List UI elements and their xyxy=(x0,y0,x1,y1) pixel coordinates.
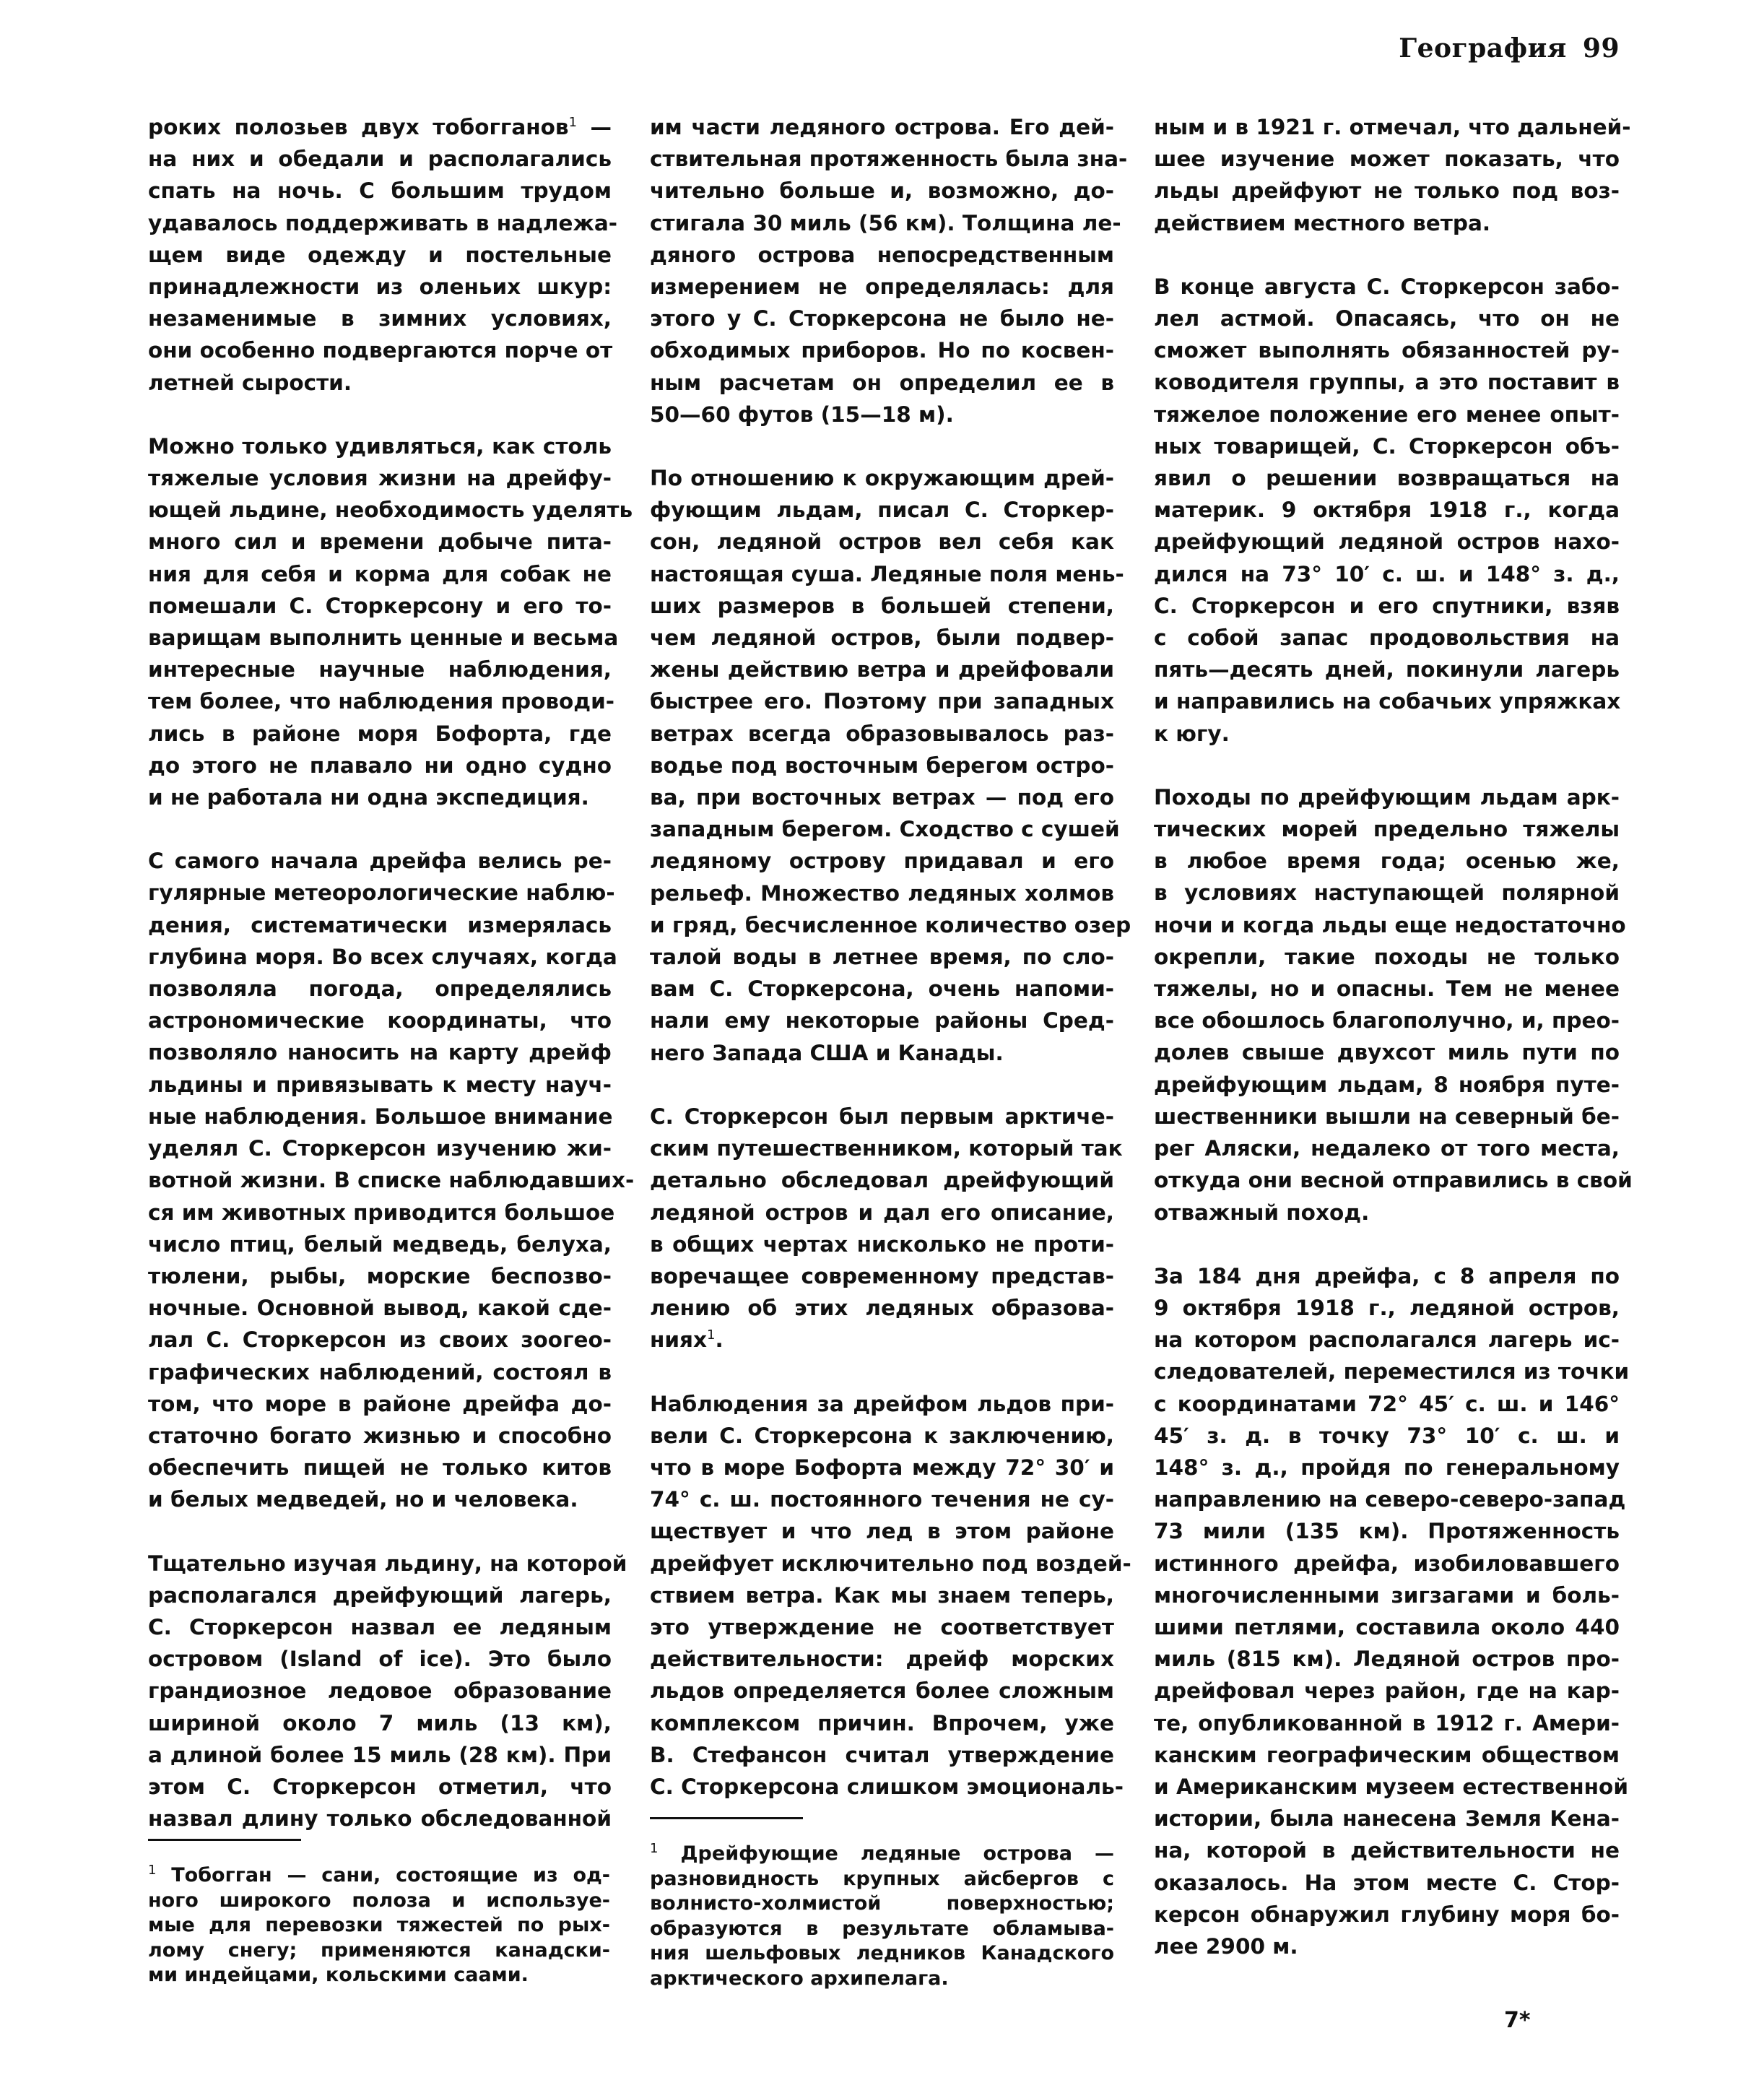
text-line: жены действию ветра и дрейфовали xyxy=(650,657,1114,682)
text-line: льды дрейфуют не только под воз- xyxy=(1154,178,1620,204)
text-line: ным расчетам он определил ее в xyxy=(650,370,1114,395)
text-line: а длиной более 15 миль (28 км). При xyxy=(148,1742,612,1767)
text-line: арктического архипелага. xyxy=(650,1967,949,1990)
text-line: позволяла погода, определялись xyxy=(148,976,612,1002)
text-line: В конце августа С. Сторкерсон забо- xyxy=(1154,274,1620,299)
footnote-rule-1 xyxy=(148,1839,301,1841)
text-line: ных товарищей, С. Сторкерсон объ- xyxy=(1154,433,1620,459)
text-line: назвал длину только обследованной xyxy=(148,1806,612,1832)
text-line: дрейфует исключительно под воздей- xyxy=(650,1551,1131,1576)
text-line: ва, при восточных ветрах — под его xyxy=(650,785,1114,810)
paragraph xyxy=(148,111,618,399)
text-line: с собой запас продовольствия на xyxy=(1154,625,1620,651)
text-line: Тщательно изучая льдину, на которой xyxy=(148,1551,627,1576)
column-1 xyxy=(148,111,635,1866)
text-line: ледяной остров и дал его описание, xyxy=(650,1200,1114,1225)
text-line: варищам выполнить ценные и весьма xyxy=(148,625,619,651)
text-line: многочисленными зигзагами и боль- xyxy=(1154,1582,1620,1608)
text-line: с координатами 72° 45′ с. ш. и 146° xyxy=(1154,1391,1620,1416)
text-line: Наблюдения за дрейфом льдов при- xyxy=(650,1391,1114,1416)
text-line: на них и обедали и располагались xyxy=(148,147,612,172)
text-line: графических наблюдений, состоял в xyxy=(148,1359,612,1384)
text-line: тем более, что наблюдения проводи- xyxy=(148,689,615,714)
text-line: дения, систематически измерялась xyxy=(148,912,612,937)
text-line: лись в районе моря Бофорта, где xyxy=(148,721,612,746)
text-line: обходимых приборов. Но по косвен- xyxy=(650,338,1114,363)
paragraph xyxy=(148,430,633,813)
text-line: льдов определяется более сложным xyxy=(650,1678,1114,1704)
text-line: летней сырости. xyxy=(148,370,352,395)
text-line: ветрах всегда образовывалось раз- xyxy=(650,721,1114,746)
text-line: детально обследовал дрейфующий xyxy=(650,1168,1114,1193)
text-line: вели С. Сторкерсона к заключению, xyxy=(650,1423,1114,1448)
text-line: ским путешественником, который так xyxy=(650,1136,1123,1161)
text-line: ководителя группы, а это поставит в xyxy=(1154,370,1620,395)
text-line: долев свыше двухсот миль пути по xyxy=(1154,1040,1620,1065)
text-line: С. Сторкерсона слишком эмоциональ- xyxy=(650,1774,1124,1799)
text-line: истории, была нанесена Земля Кена- xyxy=(1154,1806,1620,1832)
text-line: разновидность крупных айсбергов с xyxy=(650,1867,1114,1890)
text-line: принадлежности из оленьих шкур: xyxy=(148,274,612,300)
text-line: ным и в 1921 г. отмечал, что дальней- xyxy=(1154,115,1631,139)
text-line: измерением не определялась: для xyxy=(650,274,1114,300)
paragraph xyxy=(1154,271,1620,750)
text-line: действительности: дрейф морских xyxy=(650,1647,1114,1672)
text-line: шее изучение может показать, что xyxy=(1154,147,1620,172)
text-line: Можно только удивляться, как столь xyxy=(148,433,612,459)
text-line: канским географическим обществом xyxy=(1154,1742,1620,1767)
text-line: 148° з. д., пройдя по генеральному xyxy=(1154,1455,1620,1480)
text-line: астрономические координаты, что xyxy=(148,1008,612,1034)
text-line: направлению на северо-северо-запад xyxy=(1154,1487,1626,1512)
text-line: роких полозьев двух тобогганов$^1$ — xyxy=(148,115,612,139)
text-line: удавалось поддерживать в надлежа- xyxy=(148,210,618,235)
text-line: В. Стефансон считал утверждение xyxy=(650,1742,1114,1767)
text-line: ные наблюдения. Большое внимание xyxy=(148,1104,613,1129)
text-line: лению об этих ледяных образова- xyxy=(650,1296,1114,1321)
text-line: спать на ночь. С большим трудом xyxy=(148,178,612,204)
text-line: ющей льдине, необходимость уделять xyxy=(148,498,633,523)
footnote-marker: 1 xyxy=(148,1863,157,1878)
text-line: керсон обнаружил глубину моря бо- xyxy=(1154,1902,1620,1927)
text-line: чительно больше и, возможно, до- xyxy=(650,178,1114,204)
text-line: в общих чертах нисколько не проти- xyxy=(650,1231,1114,1257)
text-line: материк. 9 октября 1918 г., когда xyxy=(1154,498,1620,523)
section-title: География xyxy=(1399,33,1567,64)
text-line: ледяному острову придавал и его xyxy=(650,849,1114,874)
text-line: и гряд, бесчисленное количество озер xyxy=(650,912,1131,937)
text-line: и Американским музеем естественной xyxy=(1154,1774,1628,1799)
text-line: фующим льдам, писал С. Сторкер- xyxy=(650,498,1114,523)
text-line: шириной около 7 миль (13 км), xyxy=(148,1710,612,1736)
text-line: до этого не плавало ни одно судно xyxy=(148,753,612,778)
text-line: что в море Бофорта между 72° 30′ и xyxy=(650,1455,1114,1480)
text-line: шественники вышли на северный бе- xyxy=(1154,1104,1620,1129)
text-line: нали ему некоторые районы Сред- xyxy=(650,1008,1114,1034)
text-line: ществует и что лед в этом районе xyxy=(650,1519,1114,1544)
text-line: глубина моря. Во всех случаях, когда xyxy=(148,944,617,969)
text-line: вотной жизни. В списке наблюдавших- xyxy=(148,1168,635,1193)
text-line: быстрее его. Поэтому при западных xyxy=(650,689,1114,714)
text-line: дяного острова непосредственным xyxy=(650,242,1114,267)
text-line: явил о решении возвращаться на xyxy=(1154,466,1620,491)
paragraph xyxy=(650,462,1131,1069)
text-line: лому снегу; применяются канадски- xyxy=(148,1938,610,1962)
text-line: в любое время года; осенью же, xyxy=(1154,849,1620,874)
text-line: тических морей предельно тяжелы xyxy=(1154,817,1620,842)
paragraph xyxy=(650,1388,1131,1803)
text-line: лел астмой. Опасаясь, что он не xyxy=(1154,306,1620,332)
text-line: этого у С. Сторкерсона не было не- xyxy=(650,306,1114,332)
text-line: число птиц, белый медведь, белуха, xyxy=(148,1231,612,1257)
text-line: 50—60 футов (15—18 м). xyxy=(650,402,954,427)
text-line: $^1$ Дрейфующие ледяные острова — xyxy=(650,1841,1114,1865)
text-line: окрепли, такие походы не только xyxy=(1154,944,1620,969)
text-line: им части ледяного острова. Его дей- xyxy=(650,115,1114,139)
text-line: дрейфовал через район, где на кар- xyxy=(1154,1678,1620,1704)
text-line: ших размеров в большей степени, xyxy=(650,593,1114,618)
text-line: ночные. Основной вывод, какой сде- xyxy=(148,1296,612,1321)
text-line: все обошлось благополучно, и, прео- xyxy=(1154,1008,1620,1034)
paragraph xyxy=(148,845,635,1515)
text-line: ного широкого полоза и используе- xyxy=(148,1889,610,1912)
text-line: дрейфующим льдам, 8 ноября путе- xyxy=(1154,1072,1620,1097)
text-line: тяжелые условия жизни на дрейфу- xyxy=(148,466,612,491)
text-line: чем ледяной остров, были подвер- xyxy=(650,625,1114,651)
text-line: позволяло наносить на карту дрейф xyxy=(148,1040,612,1065)
text-line: тюлени, рыбы, морские беспозво- xyxy=(148,1263,612,1288)
text-line: интересные научные наблюдения, xyxy=(148,657,612,682)
text-line: обеспечить пищей не только китов xyxy=(148,1455,612,1481)
text-line: оказалось. На этом месте С. Стор- xyxy=(1154,1870,1620,1895)
paragraph xyxy=(148,1548,627,1835)
column-3 xyxy=(1154,111,1633,1994)
text-line: За 184 дня дрейфа, с 8 апреля по xyxy=(1154,1263,1620,1288)
text-line: много сил и времени добыче пита- xyxy=(148,529,612,555)
text-line: По отношению к окружающим дрей- xyxy=(650,466,1114,491)
text-line: незаменимые в зимних условиях, xyxy=(148,306,612,332)
text-line: пять—десять дней, покинули лагерь xyxy=(1154,657,1620,682)
footnote-rule-2 xyxy=(650,1817,803,1819)
text-line: Походы по дрейфующим льдам арк- xyxy=(1154,784,1620,810)
text-line: располагался дрейфующий лагерь, xyxy=(148,1582,612,1608)
text-line: этом С. Сторкерсон отметил, что xyxy=(148,1774,612,1799)
text-line: ния шельфовых ледников Канадского xyxy=(650,1942,1114,1964)
text-line: ствительная протяженность была зна- xyxy=(650,147,1128,172)
text-line: лее 2900 м. xyxy=(1154,1933,1298,1959)
text-line: помешали С. Сторкерсону и его то- xyxy=(148,593,612,618)
text-line: западным берегом. Сходство с сушей xyxy=(650,817,1120,842)
text-line: вам С. Сторкерсона, очень напоми- xyxy=(650,976,1114,1002)
text-line: С. Сторкерсон назвал ее ледяным xyxy=(148,1614,612,1639)
text-line: него Запада США и Канады. xyxy=(650,1040,1004,1065)
paragraph xyxy=(1154,781,1633,1228)
text-line: волнисто-холмистой поверхностью; xyxy=(650,1892,1114,1915)
footnote-marker: 1 xyxy=(568,115,578,131)
text-line: 74° с. ш. постоянного течения не су- xyxy=(650,1487,1114,1512)
text-line: и не работала ни одна экспедиция. xyxy=(148,785,589,810)
text-line: на, которой в действительности не xyxy=(1154,1838,1620,1863)
text-line: тяжелы, но и опасны. Тем не менее xyxy=(1154,976,1620,1002)
running-head xyxy=(1399,33,1620,64)
footnote-1 xyxy=(148,1863,610,1988)
text-line: уделял С. Сторкерсон изучению жи- xyxy=(148,1136,612,1161)
footnote-marker: 1 xyxy=(707,1327,716,1343)
text-line: ния для себя и корма для собак не xyxy=(148,561,612,586)
text-line: 9 октября 1918 г., ледяной остров, xyxy=(1154,1295,1620,1320)
text-line: те, опубликованной в 1912 г. Амери- xyxy=(1154,1710,1620,1736)
text-line: шими петлями, составила около 440 xyxy=(1154,1614,1620,1639)
text-line: и направились на собачьих упряжках xyxy=(1154,689,1621,714)
text-line: дился на 73° 10′ с. ш. и 148° з. д., xyxy=(1154,561,1620,586)
text-line: рег Аляски, недалеко от того места, xyxy=(1154,1136,1620,1161)
text-line: мые для перевозки тяжестей по рых- xyxy=(148,1914,610,1936)
text-line: талой воды в летнее время, по сло- xyxy=(650,945,1114,970)
text-line: комплексом причин. Впрочем, уже xyxy=(650,1710,1114,1736)
text-line: в условиях наступающей полярной xyxy=(1154,880,1620,906)
text-line: действием местного ветра. xyxy=(1154,210,1491,235)
text-line: 45′ з. д. в точку 73° 10′ с. ш. и xyxy=(1154,1423,1620,1448)
text-line: ся им животных приводится большое xyxy=(148,1200,615,1225)
paragraph xyxy=(650,1101,1123,1356)
text-line: островом (Island of ice). Это было xyxy=(148,1647,612,1672)
text-line: это утверждение не соответствует xyxy=(650,1614,1114,1639)
text-line: $^1$ Тобогган — сани, состоящие из од- xyxy=(148,1863,610,1886)
text-line: водье под восточным берегом остро- xyxy=(650,753,1114,778)
text-line: щем виде одежду и постельные xyxy=(148,242,612,267)
text-line: статочно богато жизнью и способно xyxy=(148,1423,612,1448)
text-line: воречащее современному представ- xyxy=(650,1263,1114,1288)
text-line: дрейфующий ледяной остров нахо- xyxy=(1154,529,1620,555)
signature-mark: 7* xyxy=(1504,2008,1531,2033)
text-line: ночи и когда льды еще недостаточно xyxy=(1154,912,1626,937)
text-line: образуются в результате обламыва- xyxy=(650,1917,1114,1940)
text-line: лал С. Сторкерсон из своих зоогео- xyxy=(148,1327,612,1353)
text-line: С. Сторкерсон и его спутники, взяв xyxy=(1154,593,1620,618)
text-line: отважный поход. xyxy=(1154,1200,1370,1225)
text-line: и белых медведей, но и человека. xyxy=(148,1487,578,1512)
paragraph xyxy=(1154,111,1631,239)
text-line: стигала 30 миль (56 км). Толщина ле- xyxy=(650,210,1121,235)
text-line: 73 мили (135 км). Протяженность xyxy=(1154,1519,1620,1544)
text-line: рельеф. Множество ледяных холмов xyxy=(650,880,1114,906)
text-line: гулярные метеорологические наблю- xyxy=(148,880,615,906)
text-line: они особенно подвергаются порче от xyxy=(148,338,613,363)
footnote-2 xyxy=(650,1842,1114,1991)
text-line: грандиозное ледовое образование xyxy=(148,1678,612,1704)
paragraph xyxy=(650,111,1128,430)
text-line: откуда они весной отправились в свой xyxy=(1154,1168,1633,1193)
column-2 xyxy=(650,111,1131,1834)
text-line: ми индейцами, кольскими саами. xyxy=(148,1964,529,1986)
text-line: на котором располагался лагерь ис- xyxy=(1154,1327,1620,1353)
text-line: миль (815 км). Ледяной остров про- xyxy=(1154,1647,1620,1672)
text-line: настоящая суша. Ледяные поля мень- xyxy=(650,561,1124,586)
text-line: ствием ветра. Как мы знаем теперь, xyxy=(650,1582,1114,1608)
text-line: следователей, переместился из точки xyxy=(1154,1359,1630,1384)
text-line: льдины и привязывать к месту науч- xyxy=(148,1072,612,1097)
paragraph xyxy=(1154,1260,1630,1962)
text-line: С самого начала дрейфа велись ре- xyxy=(148,849,612,874)
text-line: том, что море в районе дрейфа до- xyxy=(148,1391,612,1416)
text-line: тяжелое положение его менее опыт- xyxy=(1154,402,1620,427)
footnote-marker: 1 xyxy=(650,1841,659,1856)
text-line: С. Сторкерсон был первым арктиче- xyxy=(650,1104,1114,1129)
page-number: 99 xyxy=(1582,33,1620,64)
text-line: сможет выполнять обязанностей ру- xyxy=(1154,338,1620,363)
text-line: истинного дрейфа, изобиловавшего xyxy=(1154,1551,1620,1576)
text-line: ниях$^1$. xyxy=(650,1327,724,1353)
text-line: к югу. xyxy=(1154,721,1230,746)
text-line: сон, ледяной остров вел себя как xyxy=(650,529,1114,555)
